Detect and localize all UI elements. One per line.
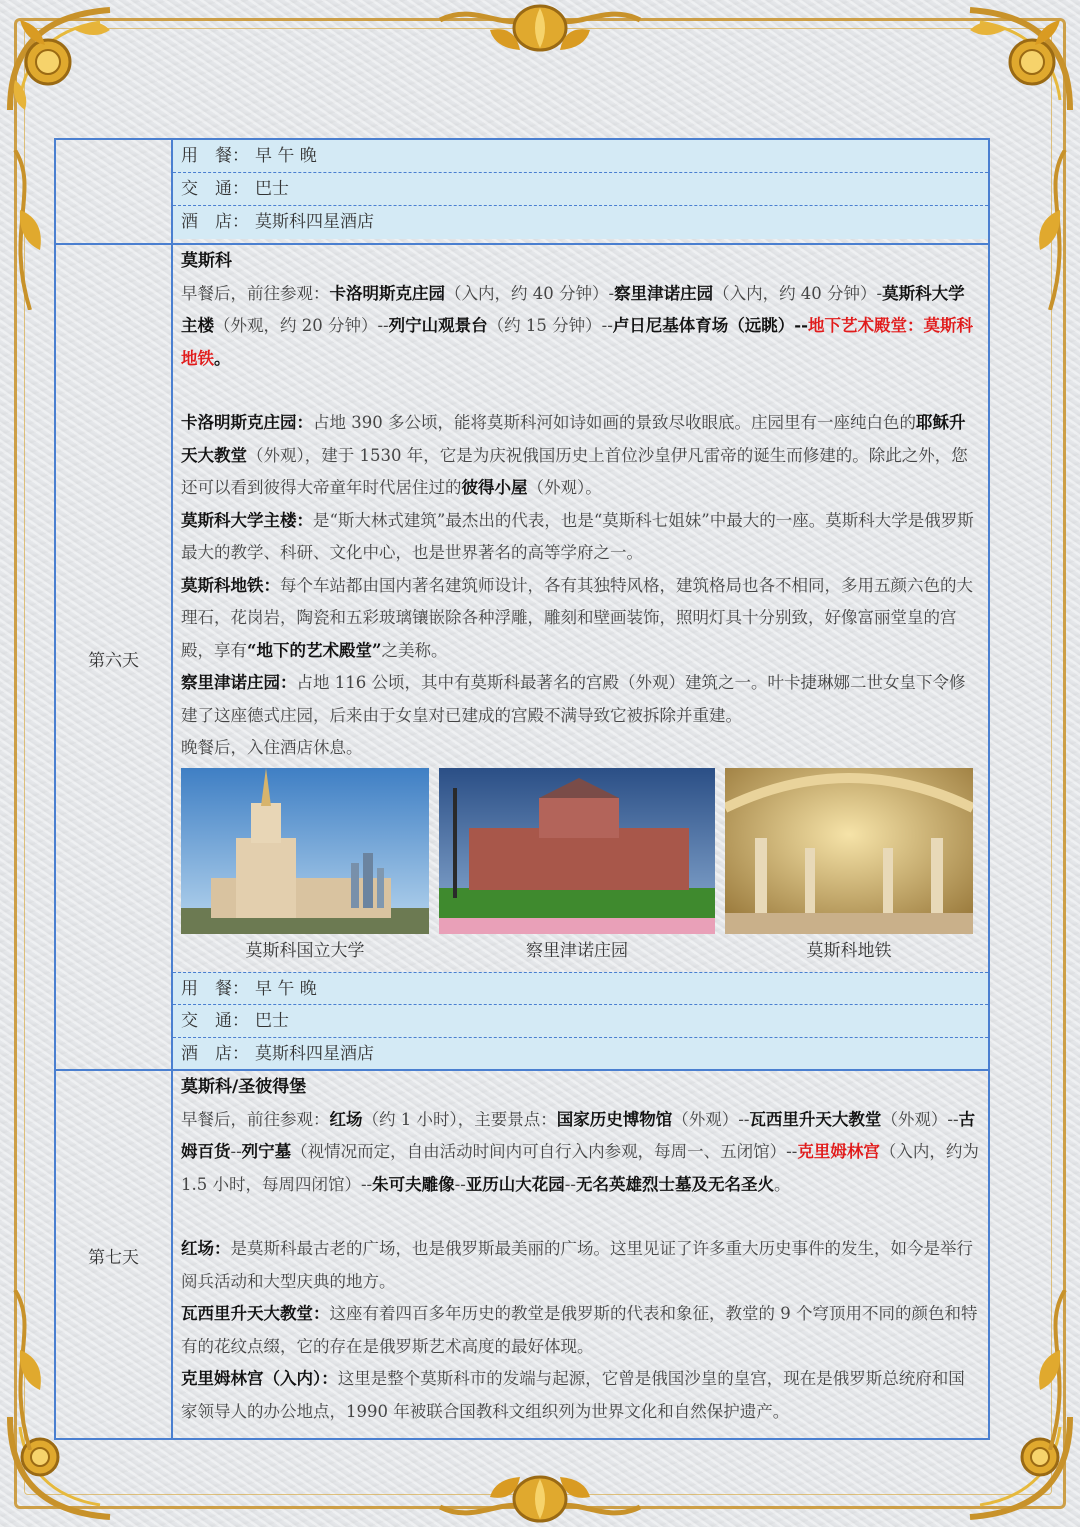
bold-text: 。 [214,348,231,368]
day-label: 第七天 [56,1071,173,1440]
top-center-ornament-icon [430,0,650,70]
bold-text: 卡洛明斯克庄园： [181,413,313,432]
body-text: 。 [773,1174,791,1194]
description-paragraph [181,570,980,668]
description-paragraph [181,505,980,570]
day7-route [181,1104,980,1202]
day-label-cell [56,140,173,243]
day5-tail-row [56,140,988,243]
photo-card [439,768,715,968]
body-text: （外观），建于 1530 年，它是为庆祝俄国历史上首位沙皇伊凡雷帝的诞生而修建的。除此之外，您还可以看到彼得大帝童年时代居住过的 [181,445,968,497]
body-text: 每个车站都由国内著名建筑师设计，各有其独特风格，建筑格局也各不相同，多用五颜六色的大理石，花岗岩，陶瓷和五彩玻璃镶嵌除各种浮雕，雕刻和壁画装饰，照明灯具十分别致，好像富丽堂皇的宫殿，享有 [181,575,973,660]
body-text: -- [230,1142,242,1161]
transport-row [173,1005,988,1038]
body-text: （视情况而定，自由活动时间内可自行入内参观，每周一、五闭馆）-- [291,1142,798,1161]
day-label: 第六天 [56,245,173,1071]
meal-value: 早 午 晚 [255,146,317,166]
body-text: （约 15 分钟）-- [487,316,613,335]
body-text: 这里是整个莫斯科市的发端与起源，它曾是俄国沙皇的皇宫，现在是俄罗斯总统府和国家领导人的办公地点，1990 年被联合国教科文组织列为世界文化和自然保护遗产。 [181,1369,965,1421]
bold-text: 无名英雄烈士墓及无名圣火 [575,1174,774,1194]
bold-text: 莫斯科大学主楼： [181,510,313,530]
day6-city-title: 莫斯科 [181,251,232,271]
bold-text: 朱可夫雕像 [372,1174,455,1194]
moscow-metro-photo [725,768,973,934]
transport-row [173,173,988,206]
body-text: -- [564,1174,576,1194]
body-text: （外观）-- [881,1109,959,1129]
meal-row [173,140,988,173]
bold-text: 彼得小屋 [461,478,528,497]
bold-text: -- [794,316,808,335]
bold-text: 古姆百货 [181,1109,976,1161]
body-text: （外观）-- [672,1109,750,1129]
photo-card [725,768,973,968]
info-key: 用 餐： [181,979,249,999]
meal-value: 早 午 晚 [255,979,317,999]
day7-row [56,1069,988,1440]
hotel-value: 莫斯科四星酒店 [255,1044,374,1064]
description-paragraph [181,1363,980,1428]
bold-text: “地下的艺术殿堂” [247,640,382,660]
bottom-center-ornament-icon [430,1457,650,1527]
info-key: 交 通： [181,179,249,199]
highlight-text: 地下艺术殿堂：莫斯科地铁 [181,316,973,368]
bold-text: 莫斯科大学主楼 [181,283,965,335]
photo-caption: 察里津诺庄园 [526,940,628,961]
photo-caption: 莫斯科地铁 [806,940,892,961]
body-text: 早餐后，前往参观： [181,283,330,303]
bold-text: 列宁山观景台 [388,316,488,335]
day7-city-title: 莫斯科/圣彼得堡 [181,1077,307,1097]
photo-card [181,768,429,968]
hotel-row [173,206,988,239]
day6-content [173,245,988,1071]
body-text: 之美称。 [381,640,448,660]
hotel-value: 莫斯科四星酒店 [255,212,374,232]
meal-row [173,972,988,1005]
day7-descriptions [181,1233,980,1428]
body-text: 占地 390 多公顷，能将莫斯科河如诗如画的景致尽收眼底。庄园里有一座纯白色的 [313,413,916,432]
moscow-university-photo [181,768,429,934]
photo-caption: 莫斯科国立大学 [245,940,365,961]
bold-text: 卢日尼基体育场（远眺） [612,316,795,335]
bold-text: 红场 [329,1109,363,1129]
side-ornament-icon [0,150,60,310]
info-key: 用 餐： [181,146,249,166]
body-text: -- [454,1174,466,1194]
day6-route [181,278,980,376]
description-paragraph [181,1233,980,1298]
bold-text: 列宁墓 [241,1142,292,1161]
photo-strip [173,768,988,968]
bold-text: 察里津诺庄园 [614,283,714,303]
hotel-row [173,1038,988,1071]
description-paragraph [181,1298,980,1363]
info-key: 酒 店： [181,212,249,232]
bold-text: 察里津诺庄园： [181,673,297,692]
bold-text: 莫斯科地铁： [181,575,280,595]
tsaritsyno-photo [439,768,715,934]
corner-ornament-icon [0,0,120,120]
body-text: （外观）。 [527,478,602,497]
day-content-cell [173,140,988,243]
bold-text: 耶稣升天大教堂 [181,413,966,465]
body-text: （入内，约 40 分钟）- [445,283,615,303]
transport-value: 巴士 [255,1011,289,1031]
bold-text: 卡洛明斯克庄园 [329,283,445,303]
corner-ornament-icon [960,0,1080,120]
side-ornament-icon [1020,150,1080,310]
body-text: 占地 116 公顷，其中有莫斯科最著名的宫殿（外观）建筑之一。叶卡捷琳娜二世女皇下令修建了这座德式庄园，后来由于女皇对已建成的宫殿不满导致它被拆除并重建。 [181,673,966,725]
body-text: 是莫斯科最古老的广场，也是俄罗斯最美丽的广场。这里见证了许多重大历史事件的发生，如今是举行阅兵活动和大型庆典的地方。 [181,1239,973,1291]
description-paragraph [181,732,980,765]
highlight-text: 克里姆林宫 [797,1142,880,1161]
body-text: （外观，约 20 分钟）-- [214,316,389,335]
body-text: 是“斯大林式建筑”最杰出的代表，也是“莫斯科七姐妹”中最大的一座。莫斯科大学是俄罗斯最大的教学、科研、文化中心，也是世界著名的高等学府之一。 [181,510,974,562]
info-key: 酒 店： [181,1044,249,1064]
body-text: （入内，约 40 分钟）- [713,283,883,303]
side-ornament-icon [1020,1290,1080,1450]
body-text: 晚餐后，入住酒店休息。 [181,738,363,757]
day6-row [56,243,988,1071]
itinerary-table [54,138,990,1440]
bold-text: 国家历史博物馆 [556,1109,673,1129]
bold-text: 克里姆林宫（入内）： [181,1369,338,1388]
day6-descriptions [181,407,980,765]
day7-content [173,1071,988,1440]
description-paragraph [181,407,980,505]
body-text: 早餐后，前往参观： [181,1109,330,1129]
body-text: 这座有着四百多年历史的教堂是俄罗斯的代表和象征，教堂的 9 个穹顶用不同的颜色和特有的花纹点缀，它的存在是俄罗斯艺术高度的最好体现。 [181,1304,978,1356]
info-key: 交 通： [181,1011,249,1031]
body-text: （约 1 小时），主要景点： [362,1109,557,1129]
bold-text: 亚历山大花园 [465,1174,565,1194]
description-paragraph [181,667,980,732]
bold-text: 瓦西里升天大教堂 [749,1109,882,1129]
side-ornament-icon [0,1290,60,1450]
transport-value: 巴士 [255,179,289,199]
bold-text: 红场： [181,1239,231,1258]
bold-text: 瓦西里升天大教堂： [181,1304,330,1323]
body-text: （入内，约为 1.5 小时，每周四闭馆）-- [181,1142,979,1194]
